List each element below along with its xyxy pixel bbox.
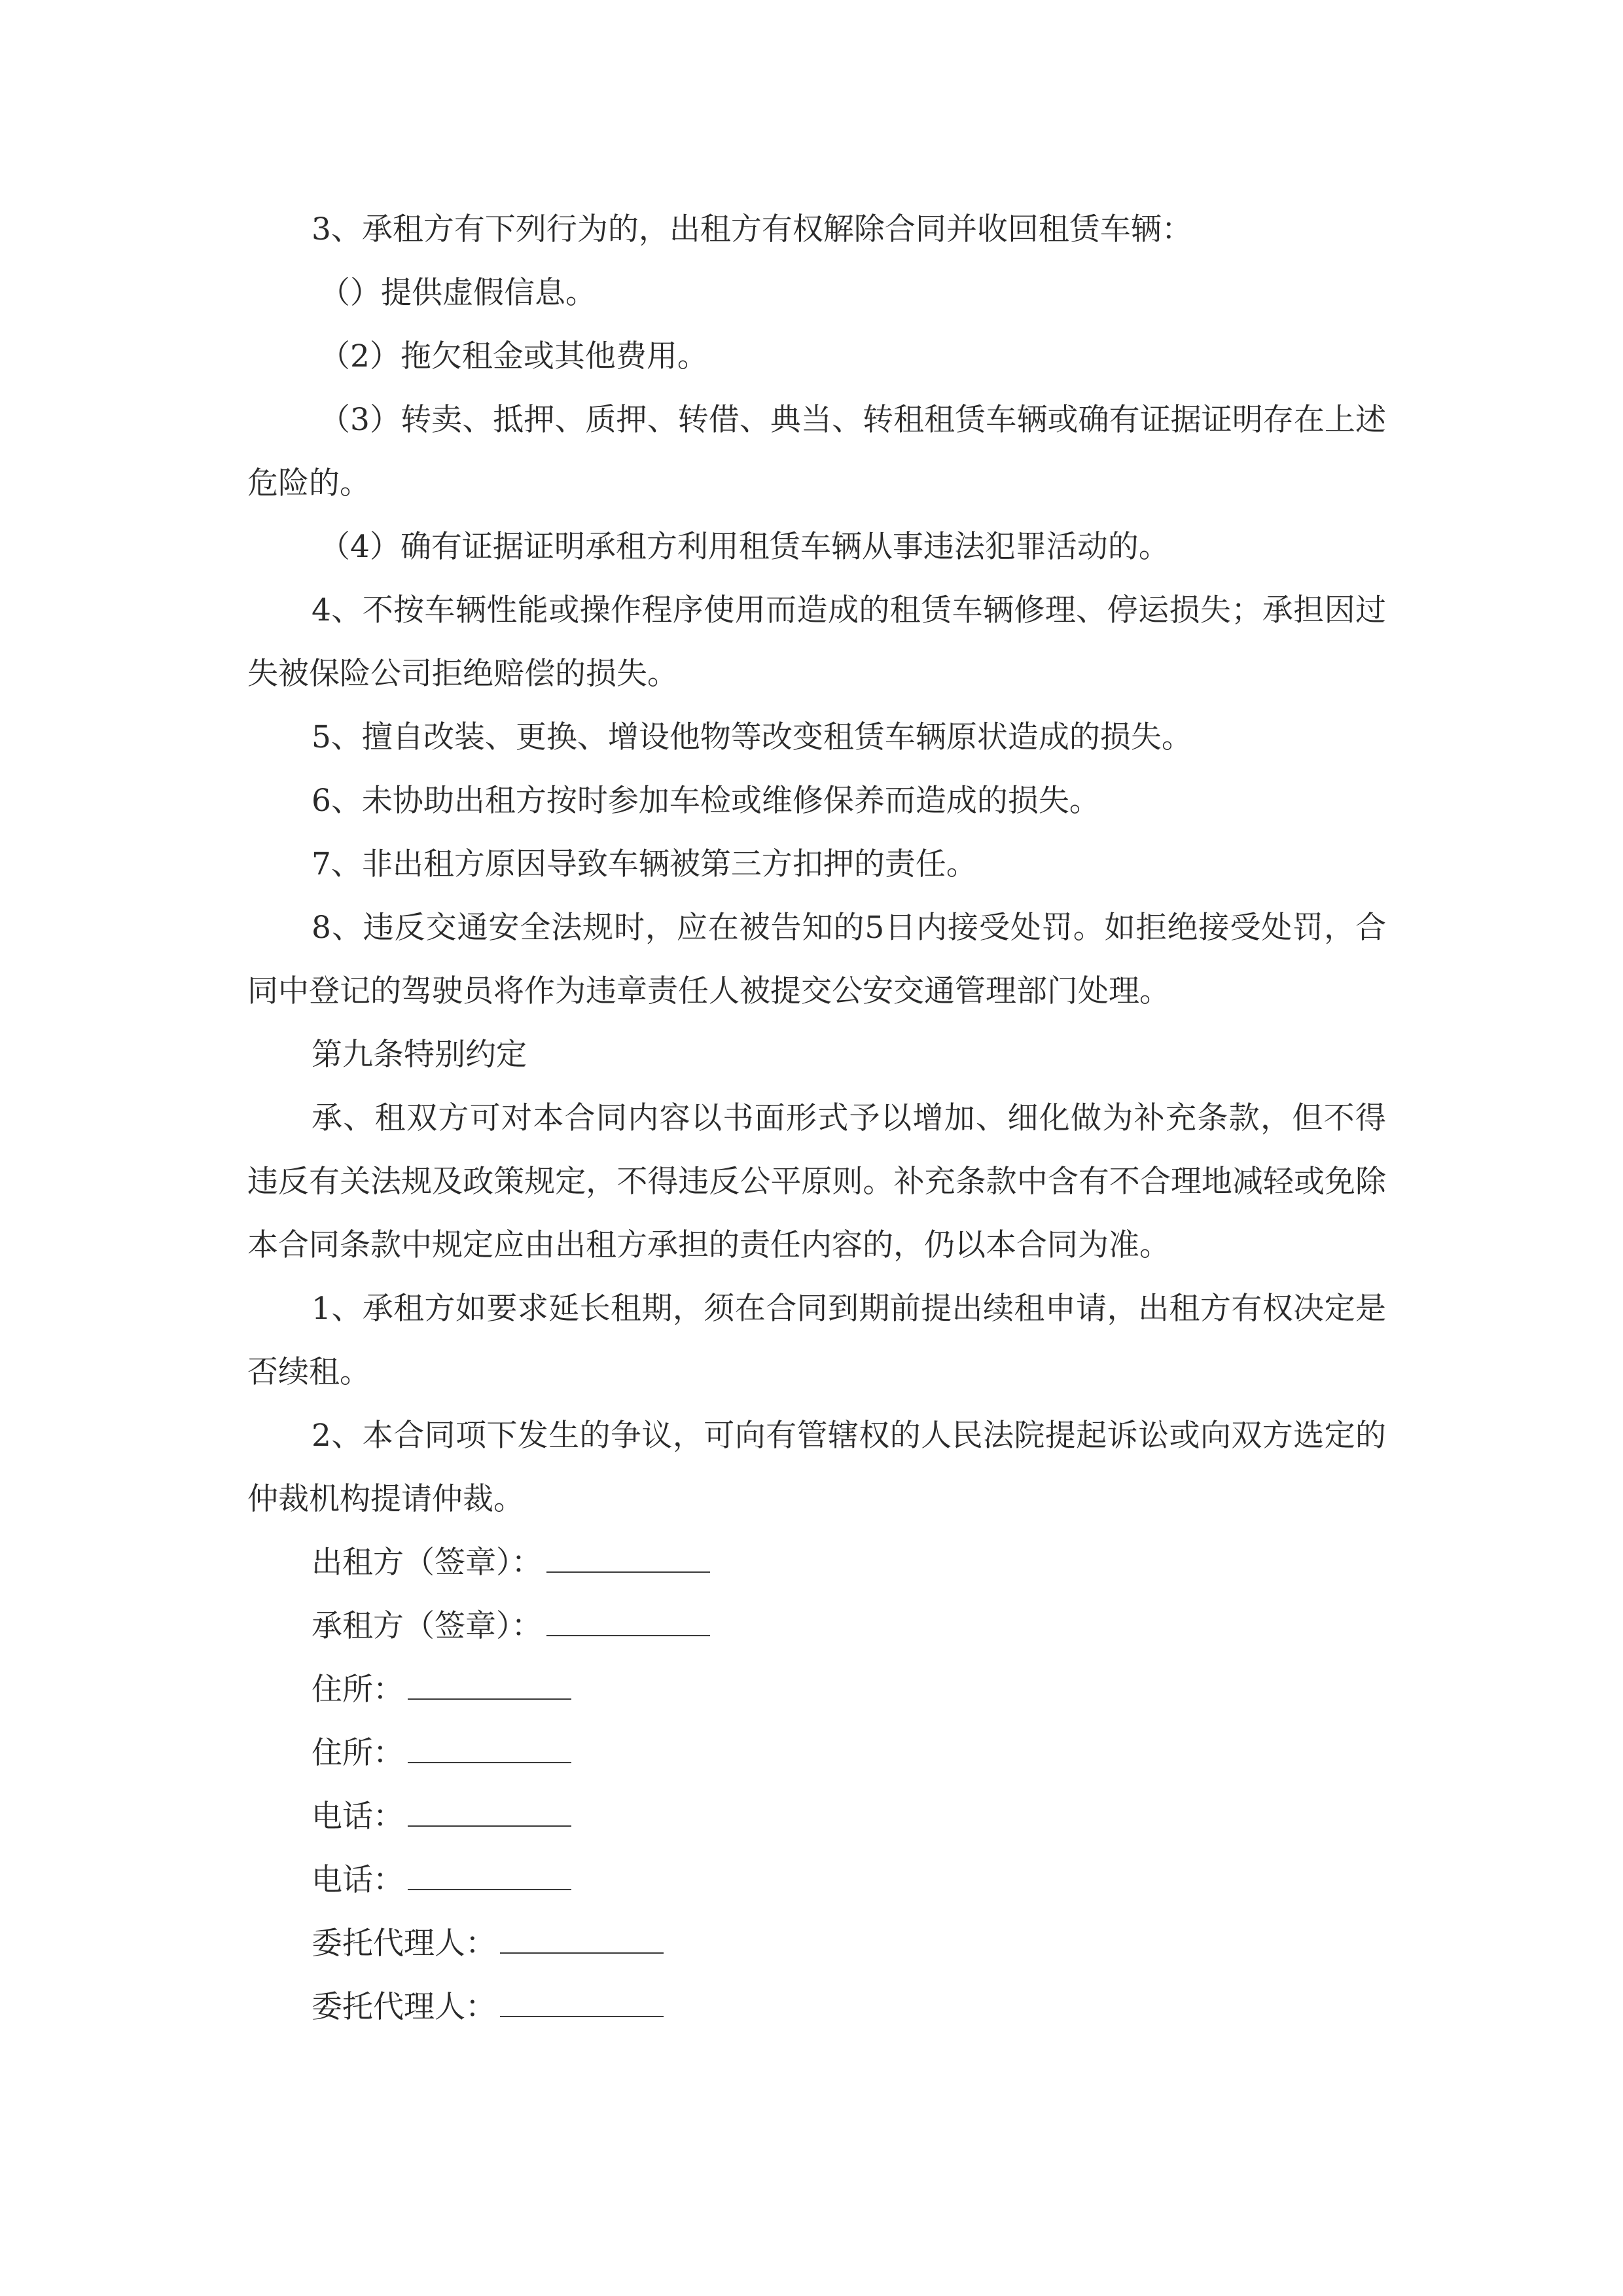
lessor-agent-line[interactable] bbox=[500, 1933, 664, 1954]
phone-label: 电话： bbox=[312, 1799, 404, 1835]
clause-4: 4、不按车辆性能或操作程序使用而造成的租赁车辆修理、停运损失；承担因过失被保险公司拒绝赔偿的损失。 bbox=[247, 592, 1386, 692]
clause-3-item-1: （）提供虚假信息。 bbox=[319, 275, 596, 311]
phone-label: 电话： bbox=[312, 1862, 404, 1898]
lessee-agent-line[interactable] bbox=[500, 1996, 664, 2017]
article-9-clause-1: 1、承租方如要求延长租期，须在合同到期前提出续租申请，出租方有权决定是否续租。 bbox=[247, 1291, 1386, 1390]
clause-3-item-3: （3）转卖、抵押、质押、转借、典当、转租租赁车辆或确有证据证明存在上述危险的。 bbox=[247, 402, 1386, 501]
lessee-signature-row bbox=[247, 1594, 1386, 1658]
article-9-clause-2: 2、本合同项下发生的争议，可向有管辖权的人民法院提起诉讼或向双方选定的仲裁机构提请仲裁。 bbox=[247, 1418, 1386, 1517]
article-9-heading: 第九条特别约定 bbox=[312, 1037, 527, 1073]
address-label: 住所： bbox=[312, 1672, 404, 1708]
lessee-agent-row bbox=[247, 1975, 1386, 2039]
lessor-phone-row bbox=[247, 1785, 1386, 1848]
agent-label: 委托代理人： bbox=[312, 1926, 496, 1962]
clause-3: 3、承租方有下列行为的，出租方有权解除合同并收回租赁车辆： bbox=[312, 211, 1192, 247]
address-label: 住所： bbox=[312, 1735, 404, 1771]
lessee-signature-line[interactable] bbox=[546, 1615, 710, 1636]
lessee-address-line[interactable] bbox=[408, 1742, 571, 1763]
agent-label: 委托代理人： bbox=[312, 1989, 496, 2025]
lessor-signature-row bbox=[247, 1531, 1386, 1594]
lessee-phone-line[interactable] bbox=[408, 1869, 571, 1890]
lessor-signature-line[interactable] bbox=[546, 1552, 710, 1573]
contract-body bbox=[247, 198, 1386, 2039]
lessor-agent-row bbox=[247, 1912, 1386, 1975]
clause-7: 7、非出租方原因导致车辆被第三方扣押的责任。 bbox=[312, 846, 977, 882]
lessor-address-line[interactable] bbox=[408, 1679, 571, 1700]
clause-6: 6、未协助出租方按时参加车检或维修保养而造成的损失。 bbox=[312, 783, 1100, 819]
lessee-phone-row bbox=[247, 1848, 1386, 1912]
lessor-address-row bbox=[247, 1658, 1386, 1721]
lessee-label: 承租方（签章）： bbox=[312, 1608, 543, 1644]
lessor-label: 出租方（签章）： bbox=[312, 1545, 543, 1581]
clause-5: 5、擅自改装、更换、增设他物等改变租赁车辆原状造成的损失。 bbox=[312, 719, 1192, 755]
clause-3-item-2: （2）拖欠租金或其他费用。 bbox=[319, 338, 708, 374]
clause-3-item-4: （4）确有证据证明承租方利用租赁车辆从事违法犯罪活动的。 bbox=[319, 529, 1169, 565]
clause-8: 8、违反交通安全法规时，应在被告知的5日内接受处罚。如拒绝接受处罚，合同中登记的驾驶员将作为违章责任人被提交公安交通管理部门处理。 bbox=[247, 910, 1386, 1009]
lessee-address-row bbox=[247, 1721, 1386, 1785]
article-9-body: 承、租双方可对本合同内容以书面形式予以增加、细化做为补充条款，但不得违反有关法规及政策规定，不得违反公平原则。补充条款中含有不合理地减轻或免除本合同条款中规定应由出租方承担的责任内容的，仍以本合同为准。 bbox=[247, 1100, 1386, 1263]
lessor-phone-line[interactable] bbox=[408, 1806, 571, 1827]
